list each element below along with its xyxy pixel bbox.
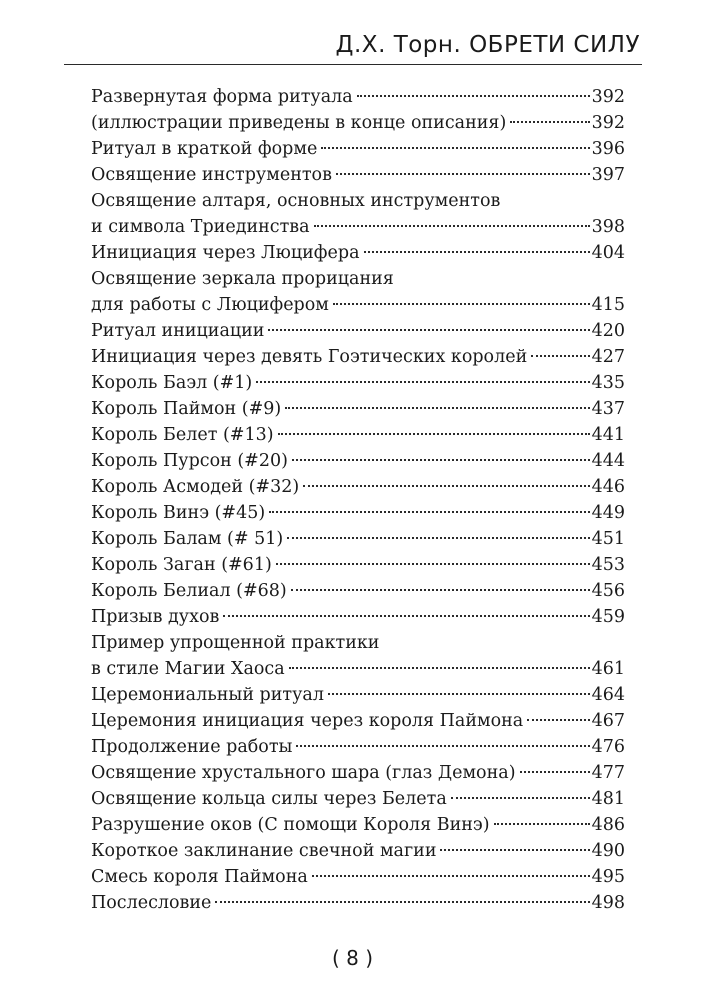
toc-entry-page: 498 [591, 893, 625, 913]
toc-entry-row [91, 344, 625, 370]
toc-entry-row [91, 864, 625, 890]
toc-entry [91, 760, 625, 786]
toc-entry-row [91, 760, 625, 786]
toc-entry-page: 441 [591, 425, 625, 445]
toc-entry-row [91, 812, 625, 838]
toc-entry-title: Король Баэл (#1) [91, 373, 253, 393]
dot-leader [314, 225, 590, 227]
page-number: ( 8 ) [331, 946, 374, 970]
toc-entry [91, 110, 625, 136]
dot-leader [527, 719, 589, 721]
dot-leader [285, 407, 589, 409]
toc-entry [91, 786, 625, 812]
toc-entry [91, 838, 625, 864]
dot-leader [278, 433, 590, 435]
toc-entry-row [91, 838, 625, 864]
toc-entry [91, 84, 625, 110]
dot-leader [269, 511, 589, 513]
toc-entry-title: Освящение хрустального шара (глаз Демона) [91, 763, 516, 783]
dot-leader [296, 745, 589, 747]
toc-entry-title: Церемония инициация через короля Паймона [91, 711, 524, 731]
toc-entry-page: 435 [591, 373, 625, 393]
toc-entry-title: Послесловие [91, 893, 212, 913]
toc-entry-page: 392 [591, 87, 625, 107]
toc-entry [91, 188, 625, 240]
running-header: Д.Х. Торн. ОБРЕТИ СИЛУ [335, 32, 640, 58]
toc-entry-page: 415 [591, 295, 625, 315]
dot-leader [268, 329, 589, 331]
toc-entry-row [91, 552, 625, 578]
toc-entry [91, 422, 625, 448]
dot-leader [312, 875, 590, 877]
toc-entry-row [91, 734, 625, 760]
header-divider [64, 64, 642, 65]
toc-entry-title: Король Винэ (#45) [91, 503, 266, 523]
toc-entry-title: Освящение инструментов [91, 165, 332, 185]
toc-entry [91, 682, 625, 708]
toc-entry-row [91, 240, 625, 266]
toc-entry-row [91, 682, 625, 708]
dot-leader [510, 121, 589, 123]
toc-entry-row [91, 578, 625, 604]
toc-entry-row [91, 422, 625, 448]
dot-leader [215, 901, 589, 903]
toc-entry-row [91, 474, 625, 500]
toc-entry-page: 467 [591, 711, 625, 731]
toc-entry-page: 476 [591, 737, 625, 757]
toc-entry-title: Ритуал в краткой форме [91, 139, 318, 159]
toc-entry [91, 604, 625, 630]
toc-entry-page: 446 [591, 477, 625, 497]
dot-leader [333, 303, 590, 305]
dot-leader [223, 615, 589, 617]
toc-entry-title: и символа Триединства [91, 217, 310, 237]
toc-entry-page: 495 [591, 867, 625, 887]
toc-entry-title: Король Паймон (#9) [91, 399, 282, 419]
toc-entry-page: 451 [591, 529, 625, 549]
toc-entry-title: Освящение кольца силы через Белета [91, 789, 447, 809]
dot-leader [289, 667, 590, 669]
toc-entry-title: Инициация через девять Гоэтических королей [91, 347, 528, 367]
dot-leader [531, 355, 589, 357]
toc-entry [91, 396, 625, 422]
toc-entry-page: 461 [591, 659, 625, 679]
toc-entry-page: 481 [591, 789, 625, 809]
toc-entry [91, 734, 625, 760]
toc-entry-row [91, 708, 625, 734]
toc-entry-title: Призыв духов [91, 607, 220, 627]
toc-entry-title: Короткое заклинание свечной магии [91, 841, 437, 861]
toc-entry-title: Развернутая форма ритуала [91, 87, 353, 107]
toc-entry [91, 370, 625, 396]
toc-entry-row [91, 656, 625, 682]
toc-entry-page: 490 [591, 841, 625, 861]
toc-entry [91, 162, 625, 188]
toc-entry-row [91, 318, 625, 344]
toc-entry-title-line: Освящение алтаря, основных инструментов [91, 191, 501, 211]
toc-entry-page: 397 [591, 165, 625, 185]
toc-entry-row [91, 526, 625, 552]
toc-entry-row [91, 84, 625, 110]
toc-entry-title-line: Пример упрощенной практики [91, 633, 380, 653]
toc-entry [91, 318, 625, 344]
toc-entry [91, 552, 625, 578]
toc-entry-title: Король Белет (#13) [91, 425, 274, 445]
toc-entry-row [91, 890, 625, 916]
toc-entry-row [91, 162, 625, 188]
toc-entry-page: 392 [591, 113, 625, 133]
toc-entry-title: для работы с Люцифером [91, 295, 329, 315]
toc-entry-page: 477 [591, 763, 625, 783]
toc-entry-row [91, 786, 625, 812]
toc-entry-title: Смесь короля Паймона [91, 867, 308, 887]
toc-entry-title: Король Пурсон (#20) [91, 451, 288, 471]
toc-entry [91, 630, 625, 682]
dot-leader [321, 147, 589, 149]
toc-entry [91, 500, 625, 526]
toc-entry [91, 240, 625, 266]
toc-entry-row [91, 370, 625, 396]
toc-entry-row [91, 448, 625, 474]
toc-entry-page: 427 [591, 347, 625, 367]
dot-leader [276, 563, 590, 565]
toc-entry-title: Инициация через Люцифера [91, 243, 360, 263]
toc-entry-page: 453 [591, 555, 625, 575]
dot-leader [256, 381, 589, 383]
dot-leader [494, 823, 590, 825]
dot-leader [328, 693, 590, 695]
toc-entry [91, 136, 625, 162]
dot-leader [336, 173, 590, 175]
toc-entry-row [91, 214, 625, 240]
toc-entry-title: Король Балам (# 51) [91, 529, 284, 549]
toc-entry-title: в стиле Магии Хаоса [91, 659, 285, 679]
toc-entry-title: Король Белиал (#68) [91, 581, 287, 601]
toc-entry [91, 344, 625, 370]
dot-leader [292, 459, 590, 461]
toc-entry-row [91, 396, 625, 422]
dot-leader [287, 537, 589, 539]
toc-entry-page: 398 [591, 217, 625, 237]
toc-entry [91, 864, 625, 890]
toc-entry-page: 420 [591, 321, 625, 341]
toc-entry-title: Король Асмодей (#32) [91, 477, 300, 497]
toc-entry [91, 708, 625, 734]
toc-entry [91, 448, 625, 474]
toc-entry-page: 459 [591, 607, 625, 627]
toc-entry-page: 404 [591, 243, 625, 263]
toc-entry [91, 578, 625, 604]
toc-entry-page: 396 [591, 139, 625, 159]
toc-entry-row [91, 604, 625, 630]
toc-entry-row [91, 110, 625, 136]
table-of-contents [91, 84, 625, 916]
toc-entry-row [91, 292, 625, 318]
toc-entry-title: Церемониальный ритуал [91, 685, 324, 705]
toc-entry [91, 812, 625, 838]
toc-entry-page: 444 [591, 451, 625, 471]
dot-leader [364, 251, 590, 253]
dot-leader [291, 589, 590, 591]
toc-entry [91, 474, 625, 500]
dot-leader [357, 95, 590, 97]
toc-entry-title-line: Освящение зеркала прорицания [91, 269, 394, 289]
toc-entry-row [91, 136, 625, 162]
dot-leader [303, 485, 589, 487]
toc-entry-page: 464 [591, 685, 625, 705]
toc-entry-row [91, 500, 625, 526]
toc-entry-title: Король Заган (#61) [91, 555, 272, 575]
dot-leader [440, 849, 589, 851]
dot-leader [451, 797, 590, 799]
toc-entry-page: 449 [591, 503, 625, 523]
toc-entry [91, 526, 625, 552]
toc-entry-title: (иллюстрации приведены в конце описания) [91, 113, 507, 133]
toc-entry-title: Ритуал инициации [91, 321, 265, 341]
dot-leader [520, 771, 590, 773]
toc-entry-page: 437 [591, 399, 625, 419]
toc-entry-page: 486 [591, 815, 625, 835]
toc-entry [91, 266, 625, 318]
toc-entry [91, 890, 625, 916]
toc-entry-title: Продолжение работы [91, 737, 293, 757]
toc-entry-title: Разрушение оков (С помощи Короля Винэ) [91, 815, 490, 835]
toc-entry-page: 456 [591, 581, 625, 601]
